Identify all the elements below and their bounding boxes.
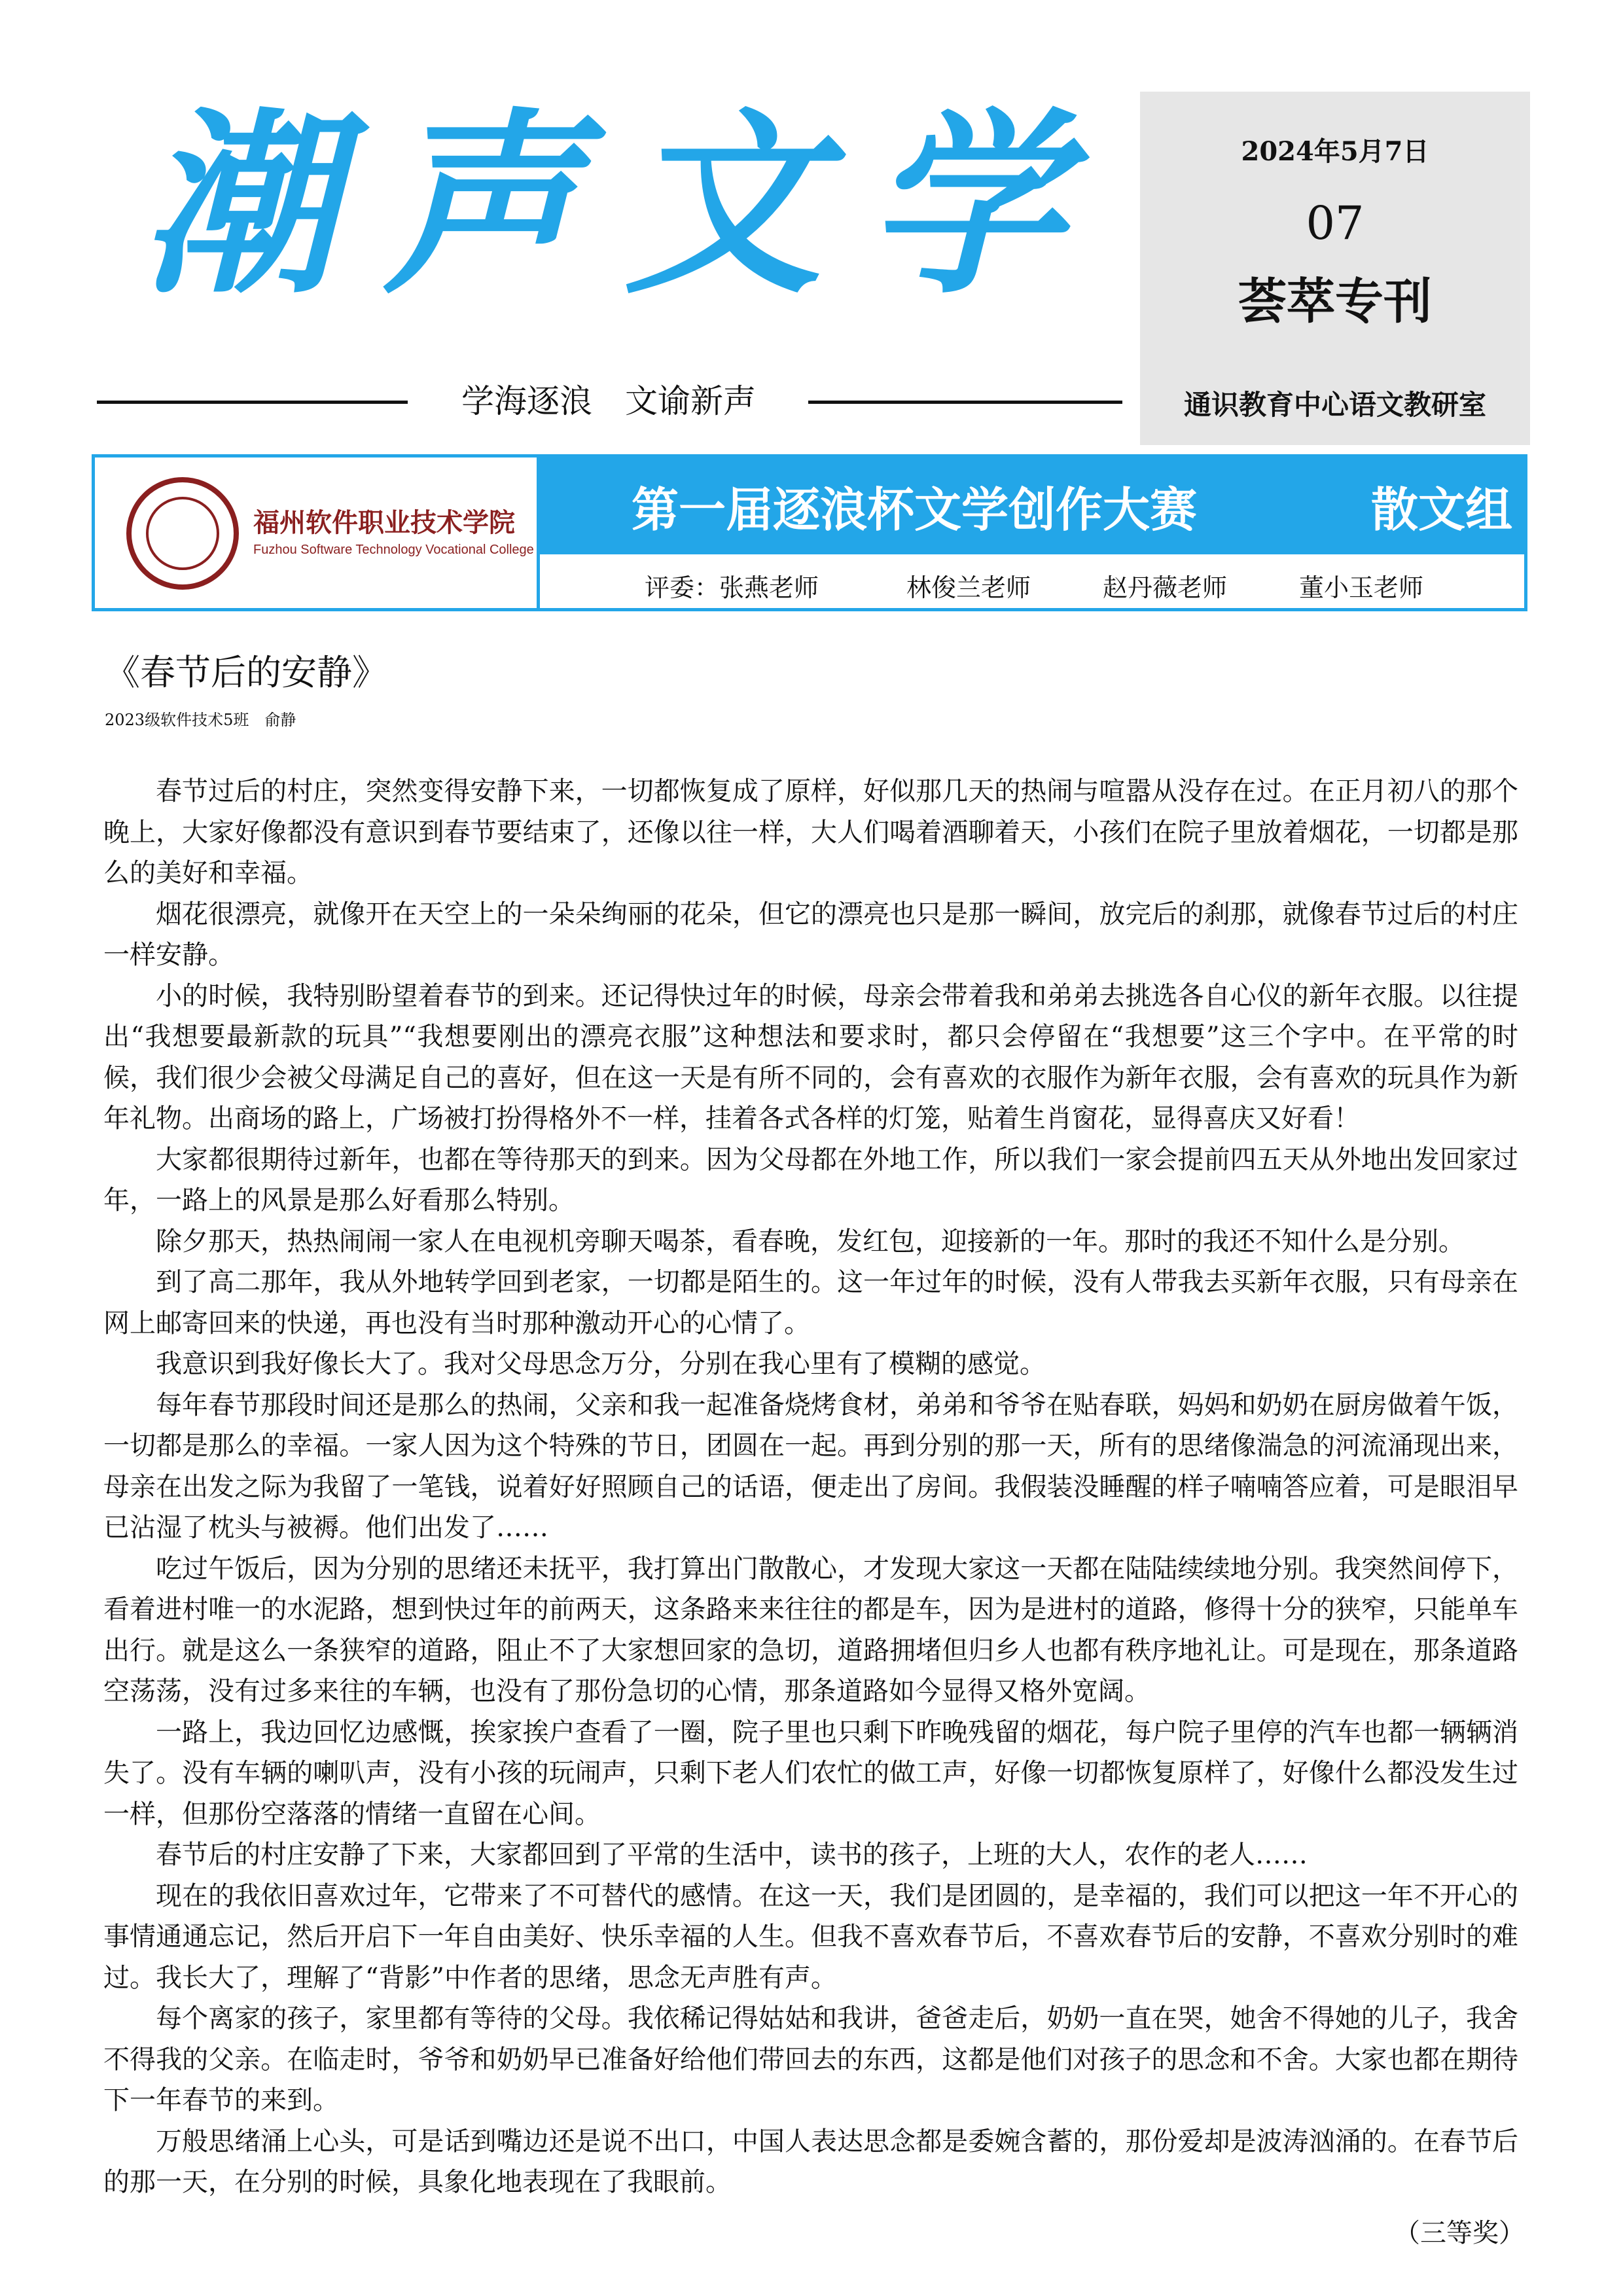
paragraph: 吃过午饭后，因为分别的思绪还未抚平，我打算出门散散心，才发现大家这一天都在陆陆续续地分别。我突然间停下，看着进村唯一的水泥路，想到快过年的前两天，这条路来来往往的都是车，因为是进村的道路，修得十分的狭窄，只能单车出行。就是这么一条狭窄的道路，阻止不了大家想回家的急切，道路拥堵但归乡人也都有秩序地礼让。可是现在，那条道路空荡荡，没有过多来往的车辆，也没有了那份急切的心情，那条道路如今显得又格外宽阔。 xyxy=(103,1553,1518,1706)
paragraph: 大家都很期待过新年，也都在等待那天的到来。因为父母都在外地工作，所以我们一家会提前四五天从外地出发回家过年，一路上的风景是那么好看那么特别。 xyxy=(103,1144,1518,1215)
judge-3: 赵丹薇老师 xyxy=(1103,573,1228,602)
paragraph: 到了高二那年，我从外地转学回到老家，一切都是陌生的。这一年过年的时候，没有人带我去买新年衣服，只有母亲在网上邮寄回来的快递，再也没有当时那种激动开心的心情了。 xyxy=(103,1267,1518,1338)
contest-banner xyxy=(92,454,1527,611)
school-seal-icon xyxy=(126,477,239,590)
article-byline: 2023级软件技术5班 俞静 xyxy=(105,711,296,729)
issue-edition: 荟萃专刊 xyxy=(1238,274,1432,330)
masthead-slogan: 学海逐浪 文谕新声 xyxy=(461,382,756,420)
judge-4: 董小玉老师 xyxy=(1299,573,1424,602)
slogan-divider-left xyxy=(97,401,408,404)
paragraph: 每个离家的孩子，家里都有等待的父母。我依稀记得姑姑和我讲，爸爸走后，奶奶一直在哭，她舍不得她的儿子，我舍不得我的父亲。在临走时，爷爷和奶奶早已准备好给他们带回去的东西，这都是他们对孩子的思念和不舍。大家也都在期待下一年春节的来到。 xyxy=(103,2003,1518,2115)
school-name-cn: 福州软件职业技术学院 xyxy=(253,508,515,538)
masthead-title: 潮声文学 xyxy=(141,92,1109,320)
paragraph: 一路上，我边回忆边感慨，挨家挨户查看了一圈，院子里也只剩下昨晚残留的烟花，每户院子里停的汽车也都一辆辆消失了。没有车辆的喇叭声，没有小孩的玩闹声，只剩下老人们农忙的做工声，好像一切都恢复原样了，好像什么都没发生过一样，但那份空落落的情绪一直留在心间。 xyxy=(103,1717,1518,1829)
issue-info-box xyxy=(1140,92,1530,445)
school-name-en: Fuzhou Software Technology Vocational College xyxy=(253,543,534,557)
school-logo-area xyxy=(95,457,540,608)
slogan-divider-right xyxy=(808,401,1122,404)
issue-date: 2024年5月7日 xyxy=(1241,136,1429,167)
paragraph: 春节过后的村庄，突然变得安静下来，一切都恢复成了原样，好似那几天的热闹与喧嚣从没存在过。在正月初八的那个晚上，大家好像都没有意识到春节要结束了，还像以往一样，大人们喝着酒聊着天，小孩们在院子里放着烟花，一切都是那么的美好和幸福。 xyxy=(103,776,1518,888)
contest-title-bar xyxy=(540,457,1524,554)
paragraph: 每年春节那段时间还是那么的热闹，父亲和我一起准备烧烤食材，弟弟和爷爷在贴春联，妈妈和奶奶在厨房做着午饭，一切都是那么的幸福。一家人因为这个特殊的节日，团圆在一起。再到分别的那一天，所有的思绪像湍急的河流涌现出来，母亲在出发之际为我留了一笔钱，说着好好照顾自己的话语，便走出了房间。我假装没睡醒的样子喃喃答应着，可是眼泪早已沾湿了枕头与被褥。他们出发了…… xyxy=(103,1390,1518,1543)
paragraph: 我意识到我好像长大了。我对父母思念万分，分别在我心里有了模糊的感觉。 xyxy=(156,1349,1046,1379)
judge-2: 林俊兰老师 xyxy=(906,573,1031,602)
paragraph: 烟花很漂亮，就像开在天空上的一朵朵绚丽的花朵，但它的漂亮也只是那一瞬间，放完后的刹那，就像春节过后的村庄一样安静。 xyxy=(103,899,1518,970)
article-title: 《春节后的安静》 xyxy=(105,652,387,693)
award-label: （三等奖） xyxy=(1394,2218,1525,2248)
judges-row xyxy=(540,554,1524,608)
paragraph: 万般思绪涌上心头，可是话到嘴边还是说不出口，中国人表达思念都是委婉含蓄的，那份爱却是波涛汹涌的。在春节后的那一天，在分别的时候，具象化地表现在了我眼前。 xyxy=(103,2126,1518,2197)
paragraph: 除夕那天，热热闹闹一家人在电视机旁聊天喝茶，看春晚，发红包，迎接新的一年。那时的我还不知什么是分别。 xyxy=(156,1226,1465,1257)
paragraph: 春节后的村庄安静了下来，大家都回到了平常的生活中，读书的孩子，上班的大人，农作的老人…… xyxy=(156,1840,1308,1870)
contest-group: 散文组 xyxy=(1371,482,1513,537)
paragraph: 小的时候，我特别盼望着春节的到来。还记得快过年的时候，母亲会带着我和弟弟去挑选各自心仪的新年衣服。以往提出“我想要最新款的玩具”“我想要刚出的漂亮衣服”这种想法和要求时，都只会停留在“我想要”这三个字中。在平常的时候，我们很少会被父母满足自己的喜好，但在这一天是有所不同的，会有喜欢的衣服作为新年衣服，会有喜欢的玩具作为新年礼物。出商场的路上，广场被打扮得格外不一样，挂着各式各样的灯笼，贴着生肖窗花，显得喜庆又好看！ xyxy=(103,980,1518,1134)
contest-title: 第一届逐浪杯文学创作大赛 xyxy=(632,482,1198,537)
judge-1: 评委：张燕老师 xyxy=(645,573,819,602)
issue-department: 通识教育中心语文教研室 xyxy=(1183,389,1486,421)
issue-number: 07 xyxy=(1306,196,1364,250)
article-body xyxy=(103,771,1518,2203)
paragraph: 现在的我依旧喜欢过年，它带来了不可替代的感情。在这一天，我们是团圆的，是幸福的，我们可以把这一年不开心的事情通通忘记，然后开启下一年自由美好、快乐幸福的人生。但我不喜欢春节后，不喜欢春节后的安静，不喜欢分别时的难过。我长大了，理解了“背影”中作者的思绪，思念无声胜有声。 xyxy=(103,1880,1518,1993)
